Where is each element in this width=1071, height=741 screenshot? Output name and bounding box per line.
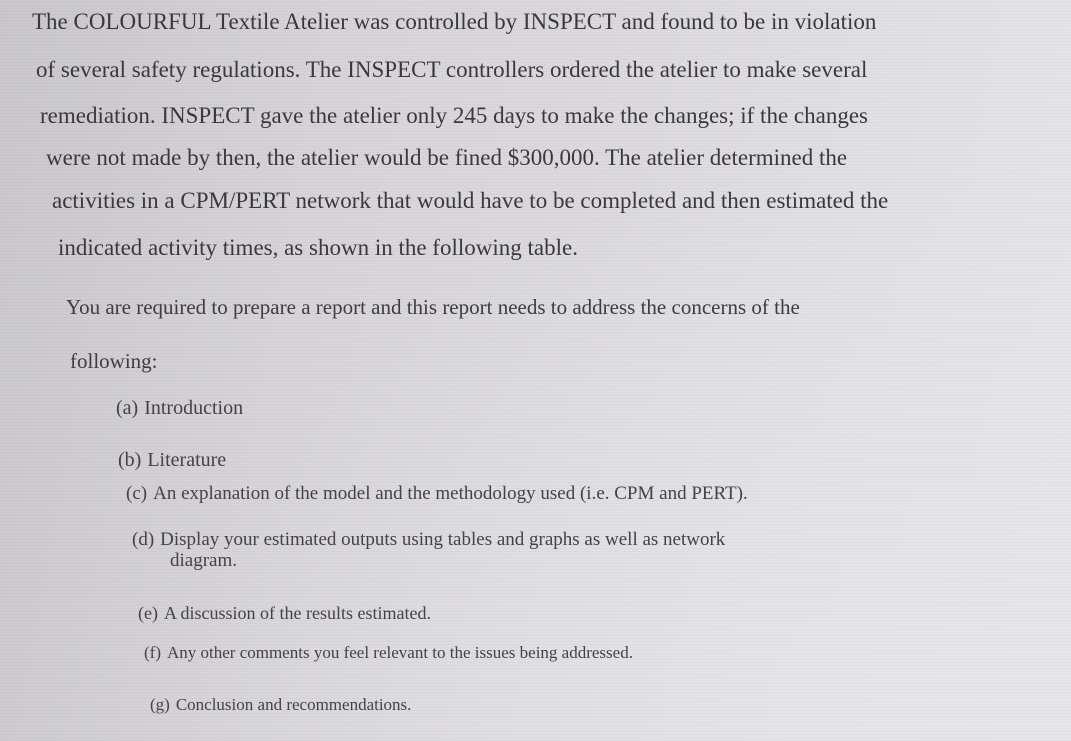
list-item-text: Any other comments you feel relevant to the issues being addressed. [166,643,633,662]
list-item [144,644,633,661]
list-item-continuation: diagram. [170,550,238,571]
statement-line-2: of several safety regulations. The INSPECT controllers ordered the atelier to make several [36,57,868,82]
list-item-marker: (e) [138,603,158,623]
statement-line-6: indicated activity times, as shown in the following table. [58,235,578,260]
list-item-marker: (c) [126,483,148,504]
list-item-marker: (d) [132,529,155,550]
list-item-text: Introduction [144,397,244,419]
list-item-marker: (a) [116,397,139,419]
list-item [116,398,243,418]
instructions-line-1: You are required to prepare a report and this report needs to address the concerns of the [66,295,800,319]
statement-line-3: remediation. INSPECT gave the atelier only 245 days to make the changes; if the changes [40,103,868,128]
list-item [132,530,912,570]
statement-line-5: activities in a CPM/PERT network that would have to be completed and then estimated the [52,188,889,213]
list-item-text: Display your estimated outputs using tables and graphs as well as network [160,529,726,550]
list-item [126,484,748,503]
list-item-text: A discussion of the results estimated. [163,603,431,623]
list-item-marker: (f) [144,643,161,662]
statement-line-1: The COLOURFUL Textile Atelier was controlled by INSPECT and found to be in violation [32,9,877,34]
list-item-marker: (b) [118,449,142,471]
statement-line-4: were not made by then, the atelier would be fined $300,000. The atelier determined the [46,145,848,170]
instructions-line-2: following: [70,349,158,373]
list-item-marker: (g) [150,695,170,714]
list-item [150,696,411,713]
list-item-text: An explanation of the model and the methodology used (i.e. CPM and PERT). [153,483,748,504]
list-item-text: Literature [147,449,227,471]
list-item [118,450,226,470]
list-item-text: Conclusion and recommendations. [175,695,412,714]
list-item [138,604,431,622]
